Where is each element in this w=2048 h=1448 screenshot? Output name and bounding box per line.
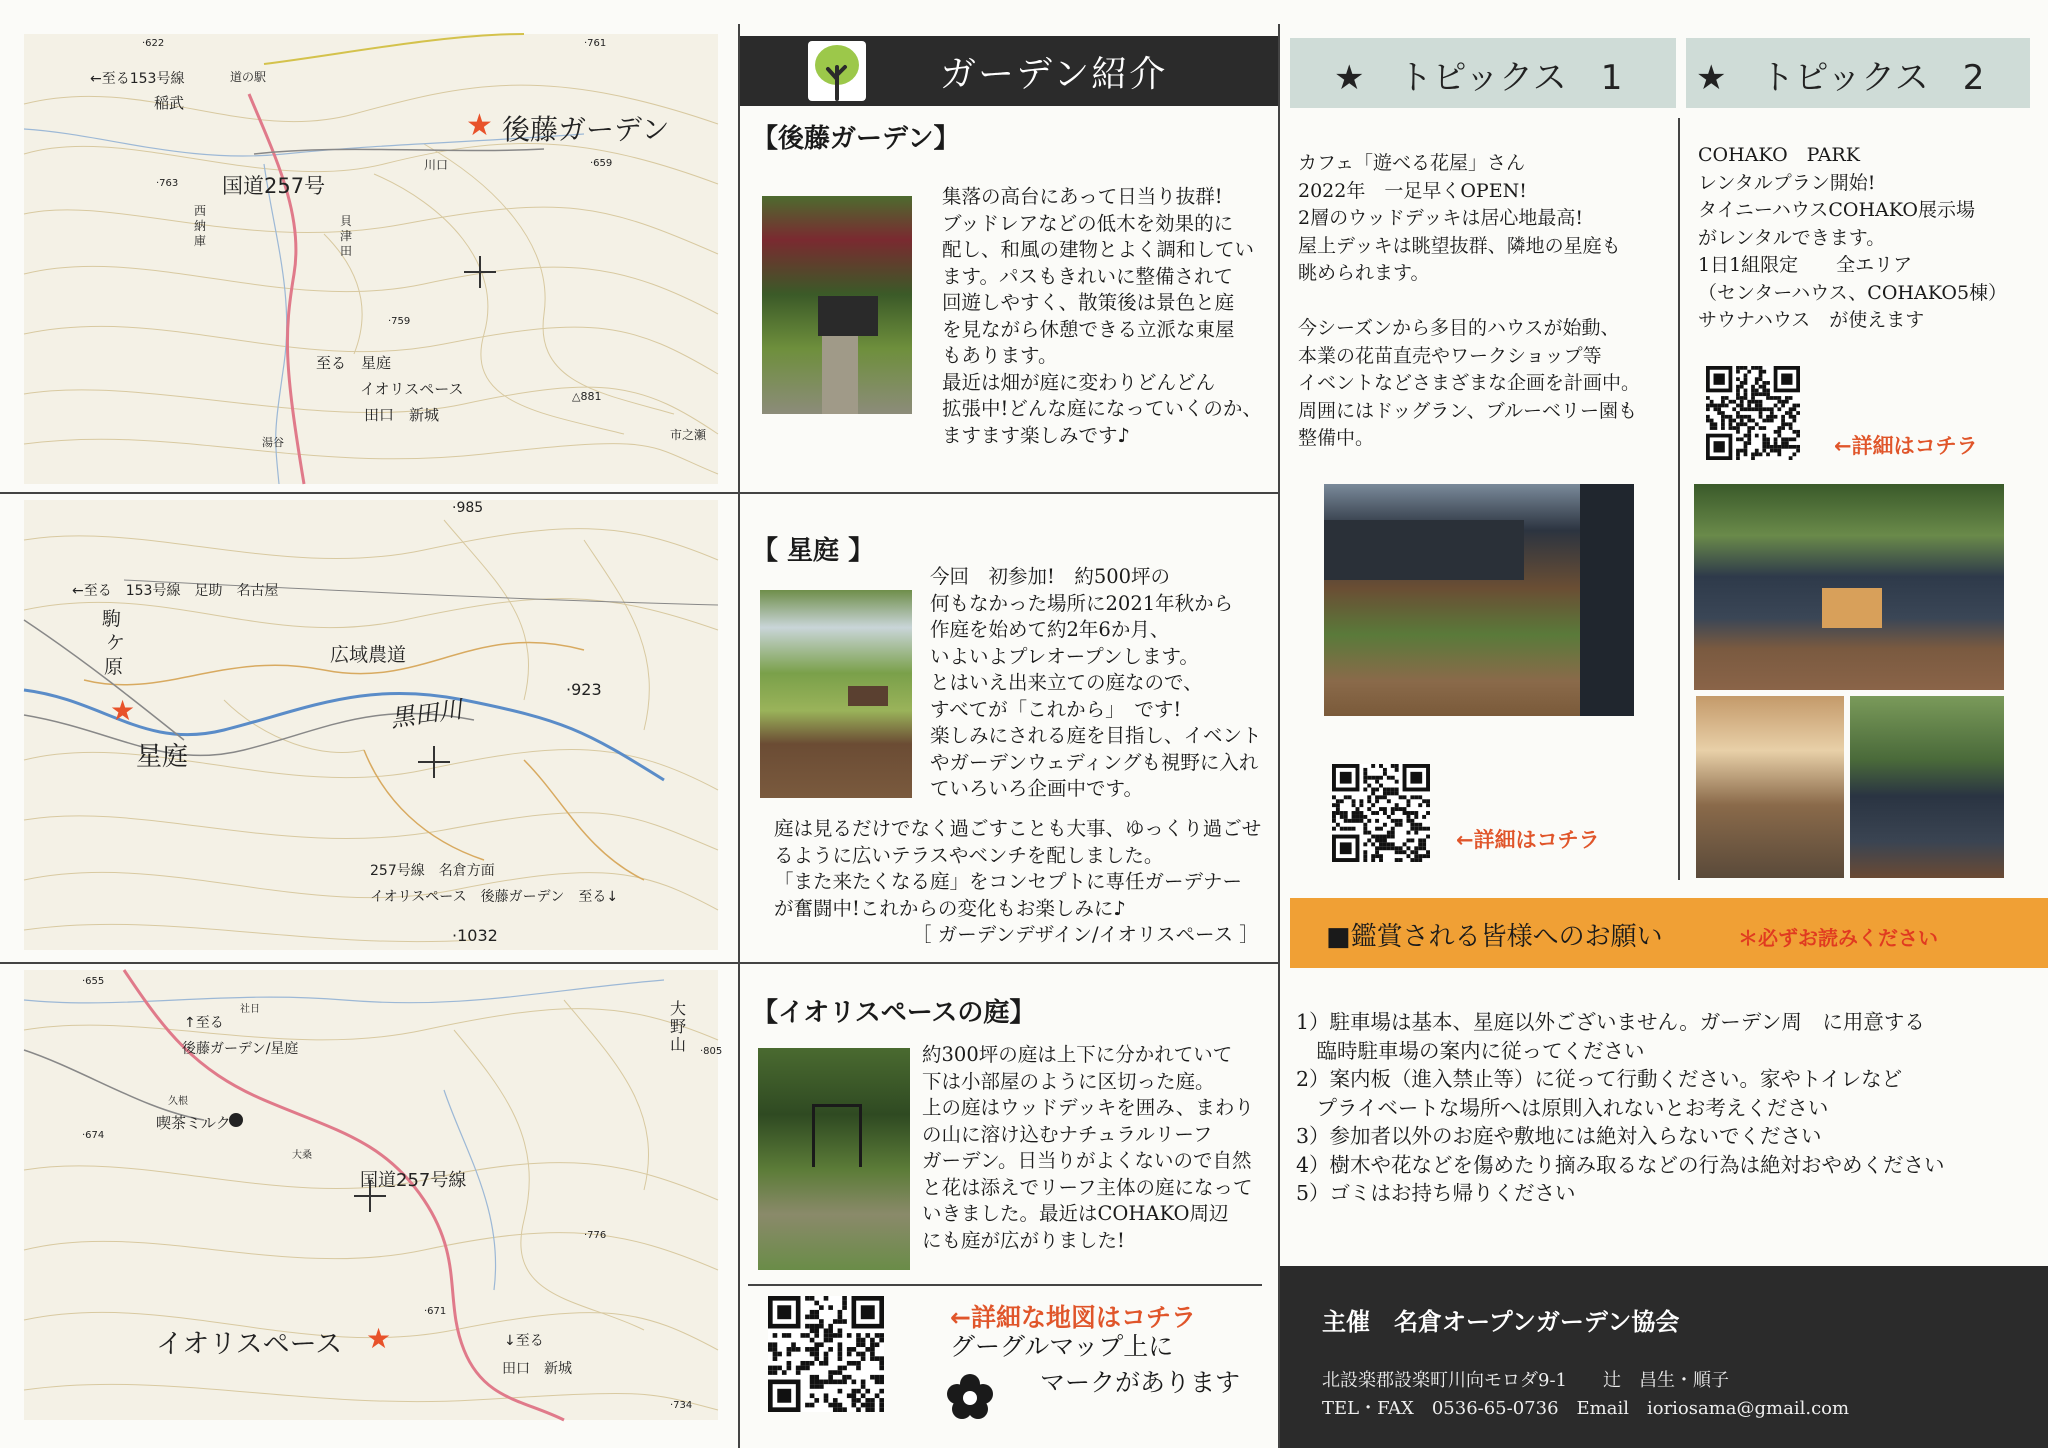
organizer: 主催 名倉オープンガーデン協会 bbox=[1322, 1308, 1680, 1336]
map-elevation: ·622 bbox=[142, 38, 165, 49]
desc-line: 今回 初参加! 約500坪の bbox=[930, 565, 1171, 588]
desc-line: 回遊しやすく、散策後は景色と庭 bbox=[942, 291, 1235, 314]
map-elevation: ·761 bbox=[584, 38, 607, 49]
map-elevation: ·985 bbox=[452, 500, 484, 516]
map-label: 広域農道 bbox=[330, 644, 407, 666]
desc-line: いきました。最近はCOHAKO周辺 bbox=[922, 1202, 1229, 1225]
map-marker-star-icon: ★ bbox=[366, 1322, 392, 1355]
topic2-header bbox=[1686, 38, 2030, 108]
notice-item: 臨時駐車場の案内に従ってください bbox=[1296, 1038, 1645, 1063]
contact: TEL・FAX 0536-65-0736 Email ioriosama@gmail.com bbox=[1322, 1398, 1850, 1419]
desc-line: にも庭が広がりました! bbox=[922, 1228, 1125, 1252]
map-label: 久根 bbox=[168, 1096, 188, 1107]
map-label: 稲武 bbox=[154, 94, 185, 112]
garden-name-iori: 【イオリスペースの庭】 bbox=[752, 998, 1036, 1028]
map-label: 市之瀬 bbox=[670, 428, 707, 442]
map-label: 黒田川 bbox=[388, 695, 464, 733]
notice-list bbox=[1296, 1008, 1945, 1208]
map-label: 喫茶ミルク bbox=[156, 1114, 231, 1132]
desc-line: 作庭を始めて約2年6か月、 bbox=[930, 618, 1170, 641]
garden-name-hoshiniwa: 【 星庭 】 bbox=[752, 536, 875, 566]
map-marker-star-icon: ★ bbox=[466, 108, 493, 143]
topic-line: 本業の花苗直売やワークショップ等 bbox=[1298, 344, 1602, 367]
desc-line: を見ながら休憩できる立派な東屋 bbox=[942, 317, 1235, 341]
notice-item: 5）ゴミはお持ち帰りください bbox=[1296, 1181, 1576, 1205]
map-elevation: ·674 bbox=[82, 1130, 105, 1141]
desc-line: 配し、和風の建物とよく調和してい bbox=[942, 238, 1255, 261]
topic-line: 今シーズンから多目的ハウスが始動、 bbox=[1298, 317, 1620, 339]
photo-cohako-1 bbox=[1694, 484, 2004, 690]
topic-line: COHAKO PARK bbox=[1698, 144, 1860, 166]
notice-item: 1）駐車場は基本、星庭以外ございません。ガーデン周 に用意する bbox=[1296, 1010, 1925, 1034]
map-marker-label: 後藤ガーデン bbox=[502, 113, 670, 146]
topic-line: イベントなどさまざまな企画を計画中。 bbox=[1298, 372, 1641, 394]
photo-cohako-2 bbox=[1696, 696, 1844, 878]
footer bbox=[1280, 1266, 2048, 1448]
map-label: 川口 bbox=[424, 158, 449, 172]
topic2-title: ★ トピックス 2 bbox=[1696, 58, 1985, 98]
photo-iori-garden bbox=[758, 1048, 910, 1270]
google-map-text-2: マークがあります bbox=[1040, 1368, 1241, 1397]
flower-icon bbox=[942, 1370, 998, 1426]
desc-line: 集落の高台にあって日当り抜群! bbox=[942, 185, 1223, 208]
notice-item: 2）案内板（進入禁止等）に従って行動ください。家やトイレなど bbox=[1296, 1067, 1903, 1091]
desc-line: ブッドレアなどの低木を効果的に bbox=[942, 211, 1234, 235]
map-hoshiniwa bbox=[24, 500, 718, 950]
photo-cafe bbox=[1324, 484, 1634, 716]
map-elevation: ·805 bbox=[700, 1046, 723, 1057]
map-elevation: ·759 bbox=[388, 316, 411, 327]
map-label: ↑至る bbox=[184, 1015, 224, 1031]
map-label: ←至る 153号線 足助 名古屋 bbox=[72, 583, 279, 599]
desc-line: 上の庭はウッドデッキを囲み、まわり bbox=[922, 1096, 1254, 1119]
desc-line: やガーデンウェディングも視野に入れ bbox=[930, 750, 1259, 774]
topic-line: サウナハウス が使えます bbox=[1698, 309, 1925, 331]
map-elevation: ·776 bbox=[584, 1230, 607, 1241]
map-label: 257号線 名倉方面 bbox=[370, 863, 495, 879]
garden-desc-iori bbox=[922, 1042, 1254, 1254]
topic1-detail-link[interactable]: ←詳細はコチラ bbox=[1456, 828, 1600, 852]
garden-credit: ［ ガーデンデザイン/イオリスペース ］ bbox=[912, 923, 1259, 946]
desc-line: 下は小部屋のように区切った庭。 bbox=[922, 1069, 1215, 1093]
tree-icon bbox=[808, 41, 866, 101]
desc-line: の山に溶け込むナチュラルリーフ bbox=[922, 1122, 1213, 1146]
map-elevation: ·1032 bbox=[452, 926, 498, 945]
map-elevation: ·659 bbox=[590, 158, 613, 169]
map-label: 西納庫 bbox=[194, 204, 207, 248]
map-elevation: ·763 bbox=[156, 178, 179, 189]
divider bbox=[1678, 118, 1680, 880]
desc-line: すべてが「これから」 です! bbox=[930, 697, 1182, 721]
qr-code-map bbox=[768, 1296, 884, 1412]
photo-hoshiniwa bbox=[760, 590, 912, 798]
photo-goto-garden bbox=[762, 196, 912, 414]
notice-banner bbox=[1290, 898, 2048, 968]
topic1-header bbox=[1290, 38, 1676, 108]
notice-title: ■鑑賞される皆様へのお願い bbox=[1326, 922, 1663, 952]
map-marker-label: 星庭 bbox=[136, 742, 189, 772]
desc-line: ますます楽しみです♪ bbox=[942, 423, 1130, 447]
map-label: 社日 bbox=[240, 1004, 260, 1015]
topic1-text bbox=[1298, 150, 1640, 453]
map-label: イオリスペース bbox=[360, 380, 464, 398]
desc-line: ガーデン。日当りがよくないので自然 bbox=[922, 1149, 1252, 1172]
desc-line: 最近は畑が庭に変わりどんどん bbox=[942, 370, 1216, 394]
map-label: 原 bbox=[104, 656, 124, 678]
topic1-title: ★ トピックス 1 bbox=[1334, 58, 1623, 98]
desc-line: ます。パスもきれいに整備されて bbox=[942, 264, 1233, 288]
map-label: 田口 新城 bbox=[502, 1361, 572, 1377]
topic-line bbox=[1298, 288, 1640, 316]
divider bbox=[1278, 24, 1280, 1448]
garden-name-goto: 【後藤ガーデン】 bbox=[752, 124, 960, 154]
garden-desc-hoshiniwa-2 bbox=[774, 816, 1261, 922]
desc-line: るように広いテラスやベンチを配しました。 bbox=[774, 843, 1164, 867]
map-elevation: △881 bbox=[572, 390, 602, 403]
map-label: 道の駅 bbox=[230, 70, 267, 84]
notice-item: 3）参加者以外のお庭や敷地には絶対入らないでください bbox=[1296, 1124, 1822, 1148]
map-label: ↓至る bbox=[504, 1333, 544, 1349]
map-elevation: ·734 bbox=[670, 1400, 693, 1411]
map-label: 湯谷 bbox=[262, 436, 284, 449]
topic-line: 整備中。 bbox=[1298, 427, 1375, 449]
topic-line: タイニーハウスCOHAKO展示場 bbox=[1698, 199, 1976, 221]
desc-line: ていろいろ企画中です。 bbox=[930, 777, 1143, 800]
map-label: 国道257号線 bbox=[360, 1170, 467, 1191]
map-label: ←至る153号線 bbox=[90, 71, 185, 87]
map-label: 大野山 bbox=[670, 999, 687, 1054]
map-label: 大桑 bbox=[292, 1150, 312, 1161]
map-label: 田口 新城 bbox=[364, 406, 440, 424]
desc-line: 約300坪の庭は上下に分かれていて bbox=[922, 1043, 1233, 1066]
topic2-text bbox=[1698, 142, 2007, 335]
map-marker-label: イオリスペース bbox=[156, 1329, 343, 1360]
topic-line: カフェ「遊べる花屋」さん bbox=[1298, 152, 1526, 174]
topic-line: （センターハウス、COHAKO5棟） bbox=[1698, 281, 2008, 304]
desc-line: が奮闘中!これからの変化もお楽しみに♪ bbox=[774, 896, 1126, 920]
divider bbox=[0, 962, 1278, 964]
topic-line: レンタルプラン開始! bbox=[1698, 171, 1876, 194]
divider bbox=[748, 1284, 1262, 1286]
desc-line: 拡張中!どんな庭になっていくのか、 bbox=[942, 397, 1262, 420]
desc-line: 何もなかった場所に2021年秋から bbox=[930, 591, 1234, 615]
desc-line: 「また来たくなる庭」をコンセプトに専任ガーデナー bbox=[774, 870, 1243, 893]
map-label: 駒 bbox=[102, 608, 122, 630]
divider bbox=[738, 24, 740, 1448]
map-detail-link[interactable]: ←詳細な地図はコチラ bbox=[950, 1303, 1196, 1332]
map-label: 貝津田 bbox=[340, 214, 353, 258]
map-label: ケ bbox=[106, 632, 126, 654]
map-elevation: ·671 bbox=[424, 1306, 447, 1317]
topic-line: 2層のウッドデッキは居心地最高! bbox=[1298, 207, 1583, 229]
divider bbox=[0, 492, 1278, 494]
notice-item: プライベートな場所へは原則入れないとお考えください bbox=[1296, 1095, 1829, 1120]
desc-line: いよいよプレオープンします。 bbox=[930, 644, 1199, 668]
desc-line: 楽しみにされる庭を目指し、イベント bbox=[930, 724, 1262, 747]
map-label: イオリスペース 後藤ガーデン 至る↓ bbox=[370, 889, 619, 905]
desc-line: もあります。 bbox=[942, 344, 1058, 367]
map-iori-space bbox=[24, 970, 723, 1420]
topic-line: がレンタルできます。 bbox=[1698, 226, 1886, 249]
map-marker-star-icon: ★ bbox=[110, 694, 136, 727]
intro-title: ガーデン紹介 bbox=[940, 54, 1168, 95]
map-elevation: ·655 bbox=[82, 976, 105, 987]
topic-line: 周囲にはドッグラン、ブルーベリー園も bbox=[1298, 399, 1637, 422]
desc-line: と花は添えでリーフ主体の庭になって bbox=[922, 1175, 1253, 1199]
map-label: 国道257号 bbox=[222, 174, 326, 198]
topic-line: 1日1組限定 全エリア bbox=[1698, 254, 1913, 276]
address: 北設楽郡設楽町川向モロダ9-1 辻 昌生・順子 bbox=[1322, 1370, 1729, 1391]
topic-line: 眺められます。 bbox=[1298, 262, 1430, 284]
topic2-detail-link[interactable]: ←詳細はコチラ bbox=[1834, 434, 1978, 458]
intro-header bbox=[740, 36, 1278, 106]
desc-line: 庭は見るだけでなく過ごすことも大事、ゆっくり過ごせ bbox=[774, 817, 1262, 840]
desc-line: とはいえ出来立ての庭なので、 bbox=[930, 671, 1203, 694]
garden-desc-hoshiniwa bbox=[930, 564, 1262, 803]
notice-must-read: ＊必ずお読みください bbox=[1738, 926, 1938, 950]
map-goto-garden bbox=[24, 34, 718, 484]
map-label: 至る 星庭 bbox=[316, 354, 392, 372]
garden-desc-goto bbox=[942, 184, 1262, 449]
qr-code-topic2 bbox=[1706, 366, 1800, 460]
notice-item: 4）樹木や花などを傷めたり摘み取るなどの行為は絶対おやめください bbox=[1296, 1152, 1945, 1177]
topic-line: 屋上デッキは眺望抜群、隣地の星庭も bbox=[1298, 234, 1621, 257]
topic-line: 2022年 一足早くOPEN! bbox=[1298, 179, 1527, 202]
photo-cohako-3 bbox=[1850, 696, 2004, 878]
map-label: 後藤ガーデン/星庭 bbox=[182, 1041, 299, 1057]
qr-code-topic1 bbox=[1332, 764, 1430, 862]
map-elevation: ·923 bbox=[566, 680, 602, 699]
google-map-text-1: グーグルマップ上に bbox=[950, 1332, 1174, 1361]
